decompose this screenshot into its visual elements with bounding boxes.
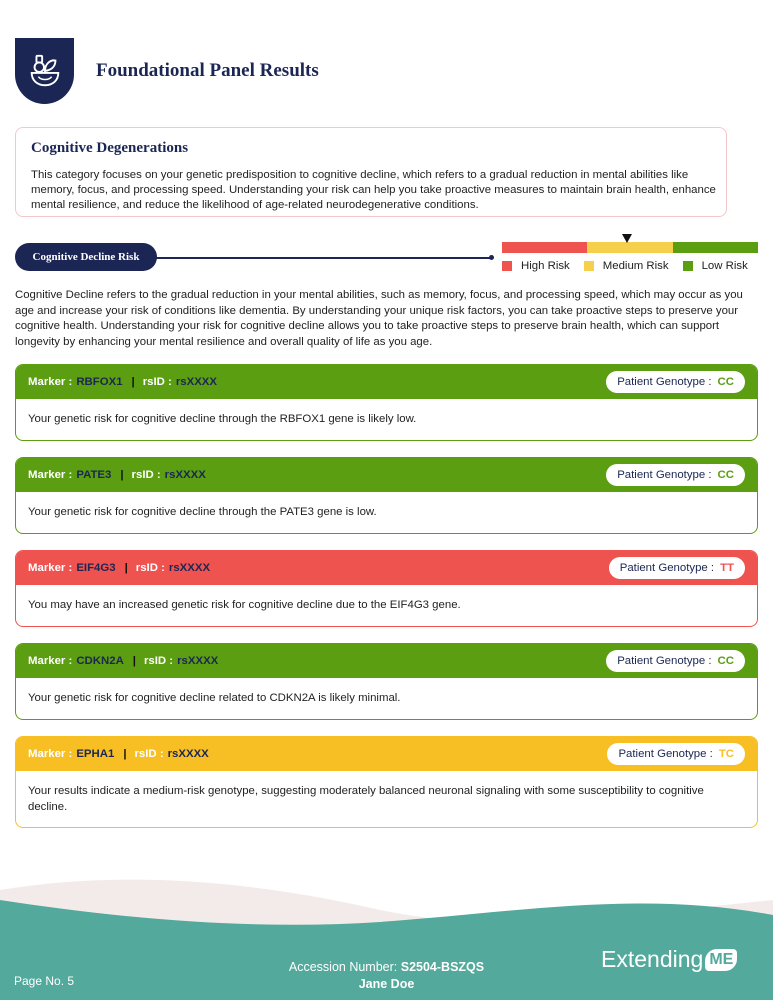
patient-name: Jane Doe [358,977,415,991]
marker-gene: EIF4G3 [76,562,116,574]
genotype-pill [606,650,745,672]
marker-meta [28,748,209,760]
marker-result-text: You may have an increased genetic risk for cognitive decline due to the EIF4G3 gene. [28,599,461,611]
legend-label-low: Low Risk [701,260,748,272]
marker-card [15,643,758,720]
genotype-label: Patient Genotype : [618,748,713,760]
marker-label: Marker : [28,469,73,481]
category-heading: Cognitive Degenerations [31,140,189,156]
genotype-label: Patient Genotype : [619,562,715,574]
genotype-label: Patient Genotype : [617,469,712,481]
legend-swatch-medium [584,261,594,271]
marker-rsid: rsXXXX [168,562,211,574]
rsid-label: rsID : [142,376,172,388]
accession-number: S2504-BSZQS [400,960,485,974]
genotype-label: Patient Genotype : [617,655,712,667]
genotype-pill [609,557,745,579]
marker-card [15,457,758,534]
brand-wordmark: Extending [601,946,704,972]
marker-rsid: rsXXXX [177,655,219,667]
marker-separator: | [123,748,127,760]
legend-item-medium [584,260,669,272]
marker-card-header [16,737,757,771]
marker-result-text: Your genetic risk for cognitive decline through the RBFOX1 gene is likely low. [28,413,417,425]
brand-badge: ME [705,949,737,971]
marker-separator: | [132,655,136,667]
legend-swatch-high [502,261,512,271]
logo-badge [15,38,74,104]
rsid-label: rsID : [143,655,174,667]
genotype-value: CC [717,655,734,667]
legend-label-medium: Medium Risk [602,260,669,272]
genotype-value: TC [718,748,734,760]
risk-scale-low [673,242,758,253]
marker-card-header [16,458,757,492]
marker-card-header [16,551,757,585]
marker-gene: PATE3 [76,469,112,481]
marker-card [15,364,758,441]
marker-meta [28,376,217,388]
genotype-value: CC [717,469,734,481]
marker-rsid: rsXXXX [175,376,218,388]
legend-label-high: High Risk [521,260,570,272]
genotype-pill [606,371,745,393]
marker-label: Marker : [28,376,73,388]
genotype-value: TT [720,562,734,574]
rsid-label: rsID : [134,748,164,760]
section-connector-line [155,257,491,259]
marker-label: Marker : [28,562,73,574]
accession-label: Accession Number: [288,960,398,974]
marker-gene: CDKN2A [76,655,124,667]
marker-separator: | [131,376,135,388]
marker-rsid: rsXXXX [167,748,209,760]
legend-item-low [683,260,748,272]
marker-separator: | [124,562,128,574]
legend-item-high [502,260,570,272]
rsid-label: rsID : [131,469,161,481]
brand-logo [601,946,737,973]
risk-pointer-icon [622,234,632,243]
marker-card-header [16,644,757,678]
page-number: Page No. 5 [14,974,75,988]
marker-label: Marker : [28,655,73,667]
rsid-label: rsID : [135,562,165,574]
marker-result-text: Your genetic risk for cognitive decline through the PATE3 gene is low. [28,506,377,518]
marker-label: Marker : [28,748,73,760]
marker-gene: RBFOX1 [76,376,123,388]
marker-result-text: Your genetic risk for cognitive decline related to CDKN2A is likely minimal. [28,692,401,704]
risk-scale-bar [502,242,758,253]
page-title: Foundational Panel Results [96,60,319,81]
marker-gene: EPHA1 [76,748,115,760]
risk-description: Cognitive Decline refers to the gradual reduction in your mental abilities, such as memory, focus, and processing speed, which may occur as you age and increase your risk of conditions like dementia. By understanding your unique risk factors, you can take proactive steps to preserve your cognitive health. Understanding your risk for cognitive decline allows you to take proactive steps to preserve brain health, which can support longevity by enhancing your mental resilience and overall quality of life as you age. [15,289,743,348]
marker-meta [28,655,218,667]
risk-scale-high [502,242,587,253]
section-label-pill: Cognitive Decline Risk [15,243,157,271]
genotype-pill [606,464,745,486]
marker-meta [28,562,210,574]
marker-card [15,550,758,627]
marker-rsid: rsXXXX [164,469,206,481]
legend-swatch-low [683,261,693,271]
marker-card [15,736,758,828]
genotype-label: Patient Genotype : [617,376,712,388]
marker-result-text: Your results indicate a medium-risk genotype, suggesting moderately balanced neuronal signaling with some susceptibility to cognitive decline. [28,785,704,813]
risk-legend [502,260,762,272]
marker-separator: | [120,469,124,481]
food-bowl-icon [26,52,64,90]
marker-card-header [16,365,757,399]
category-description: This category focuses on your genetic predisposition to cognitive decline, which refers to a gradual reduction in mental abilities like memory, focus, and processing speed. Understanding your risk can help you take proactive measures to maintain brain health, enhance mental resilience, and reduce the likelihood of age-related neurodegenerative conditions. [31,169,716,211]
genotype-value: CC [717,376,734,388]
risk-scale-medium [587,242,672,253]
category-intro-card [15,127,727,217]
section-connector-dot [489,255,494,260]
marker-meta [28,469,206,481]
genotype-pill [607,743,745,765]
